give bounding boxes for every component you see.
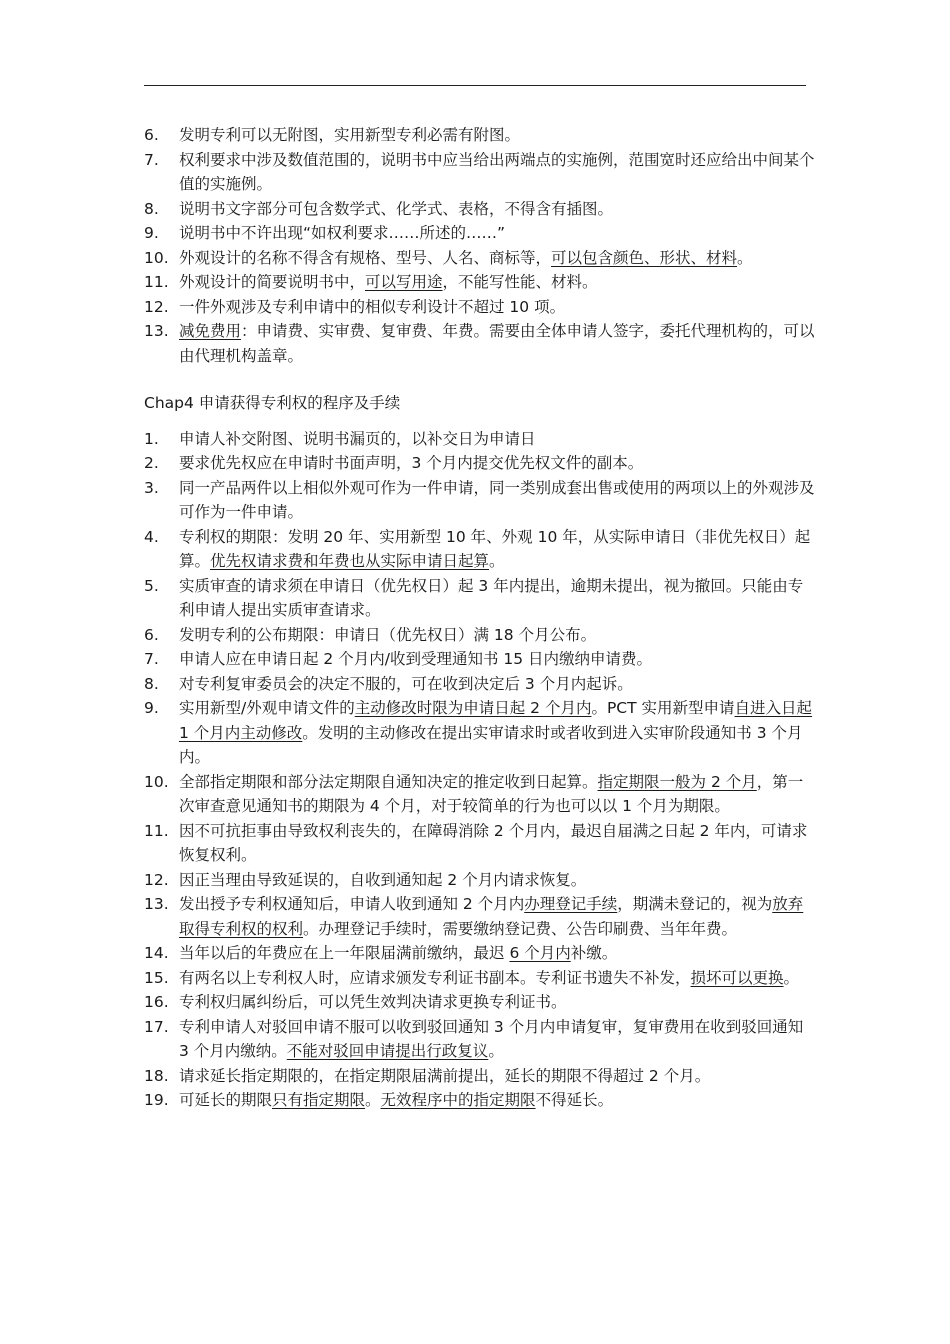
item-number: 7. bbox=[144, 650, 159, 668]
item-number: 11. bbox=[144, 273, 169, 291]
item-text bbox=[179, 151, 815, 194]
item-text bbox=[179, 993, 567, 1011]
list-item bbox=[144, 295, 816, 320]
text-segment: 。 bbox=[489, 552, 505, 570]
item-number: 3. bbox=[144, 478, 159, 497]
text-segment: 专利权的期限：发明 20 年、实用新型 10 年、外观 10 年，从实际申请日（非优先权日）起算。 bbox=[179, 527, 811, 570]
item-text bbox=[179, 1018, 803, 1061]
list-item bbox=[144, 197, 816, 222]
item-number: 13. bbox=[144, 895, 169, 913]
list-item bbox=[144, 647, 816, 672]
item-number: 10. bbox=[144, 248, 169, 267]
text-segment: 专利权归属纠纷后，可以凭生效判决请求更换专利证书。 bbox=[179, 993, 567, 1011]
list-item bbox=[144, 966, 816, 991]
text-segment: 可延长的期限 bbox=[179, 1091, 273, 1109]
text-segment: 当年以后的年费应在上一年限届满前缴纳，最迟 bbox=[179, 944, 510, 962]
item-text bbox=[179, 944, 617, 962]
item-text bbox=[179, 273, 598, 291]
text-segment: 实质审查的请求须在申请日（优先权日）起 3 年内提出，逾期未提出，视为撤回。只能由专利申请人提出实质审查请求。 bbox=[179, 576, 804, 619]
text-segment: 申请人补交附图、说明书漏页的，以补交日为申请日 bbox=[179, 429, 536, 448]
list-item bbox=[144, 941, 816, 966]
item-text bbox=[179, 1091, 613, 1109]
text-segment: 实用新型/外观申请文件的 bbox=[179, 699, 355, 717]
list-item bbox=[144, 123, 816, 148]
list-item bbox=[144, 868, 816, 893]
item-number: 11. bbox=[144, 821, 169, 840]
item-number: 7. bbox=[144, 150, 159, 169]
underlined-text: 优先权请求费和年费也从实际申请日起算 bbox=[210, 552, 490, 570]
item-text bbox=[179, 577, 803, 620]
text-segment: 。 bbox=[365, 1091, 381, 1109]
text-segment: 。 bbox=[783, 968, 800, 987]
item-text bbox=[179, 322, 815, 365]
item-text bbox=[179, 699, 812, 766]
item-number: 15. bbox=[144, 968, 169, 987]
underlined-text: 减免费用 bbox=[179, 322, 242, 340]
item-text bbox=[179, 871, 586, 889]
item-number: 9. bbox=[144, 699, 159, 717]
text-segment: 有两名以上专利权人时，应请求颁发专利证书副本。专利证书遗失不补发， bbox=[179, 968, 691, 987]
text-segment: 因不可抗拒事由导致权利丧失的，在障碍消除 2 个月内，最迟自届满之日起 2 年内，可请求恢复权利。 bbox=[179, 821, 808, 864]
item-number: 5. bbox=[144, 576, 159, 595]
text-segment: 外观设计的名称不得含有规格、型号、人名、商标等， bbox=[179, 248, 552, 267]
text-segment: 发出授予专利权通知后，申请人收到通知 2 个月内 bbox=[179, 895, 525, 913]
item-text bbox=[179, 454, 643, 472]
text-segment: 补缴。 bbox=[570, 944, 618, 962]
item-number: 18. bbox=[144, 1066, 169, 1085]
item-text bbox=[179, 650, 652, 668]
header-rule bbox=[144, 85, 806, 86]
item-number: 19. bbox=[144, 1091, 169, 1109]
list-item bbox=[144, 1088, 816, 1113]
item-number: 6. bbox=[144, 625, 159, 644]
item-text bbox=[179, 626, 596, 644]
list-item bbox=[144, 696, 816, 770]
item-number: 8. bbox=[144, 199, 159, 218]
text-segment: 请求延长指定期限的，在指定期限届满前提出，延长的期限不得超过 2 个月。 bbox=[179, 1066, 711, 1085]
text-segment: 发明专利可以无附图，实用新型专利必需有附图。 bbox=[179, 126, 521, 144]
list-item bbox=[144, 623, 816, 648]
list-item bbox=[144, 246, 816, 271]
text-segment: 说明书文字部分可包含数学式、化学式、表格，不得含有插图。 bbox=[179, 199, 614, 218]
text-segment: 说明书中不许出现“如权利要求……所述的……” bbox=[179, 224, 506, 242]
text-segment: 同一产品两件以上相似外观可作为一件申请，同一类别成套出售或使用的两项以上的外观涉及可作为一件申请。 bbox=[179, 478, 815, 521]
item-text bbox=[179, 430, 536, 448]
underlined-text: 不能对驳回申请提出行政复议 bbox=[286, 1042, 489, 1060]
list-item bbox=[144, 270, 816, 295]
list-item bbox=[144, 990, 816, 1015]
section-heading: Chap4 申请获得专利权的程序及手续 bbox=[144, 394, 401, 412]
text-segment: 全部指定期限和部分法定期限自通知决定的推定收到日起算。 bbox=[179, 772, 598, 791]
list-item bbox=[144, 427, 816, 452]
text-segment: ，不能写性能、材料。 bbox=[442, 273, 598, 291]
item-number: 9. bbox=[144, 224, 159, 242]
underlined-text: 可以写用途 bbox=[365, 273, 443, 291]
text-segment: ，期满未登记的，视为 bbox=[617, 895, 773, 913]
item-text bbox=[179, 675, 633, 693]
underlined-text: 办理登记手续 bbox=[524, 895, 618, 913]
item-number: 14. bbox=[144, 944, 169, 962]
text-segment: 要求优先权应在申请时书面声明，3 个月内提交优先权文件的副本。 bbox=[179, 454, 644, 472]
text-segment: 发明专利的公布期限：申请日（优先权日）满 18 个月公布。 bbox=[179, 625, 597, 644]
item-number: 13. bbox=[144, 322, 169, 340]
item-text bbox=[179, 895, 803, 938]
list-item bbox=[144, 574, 816, 623]
item-text bbox=[179, 249, 753, 267]
item-number: 1. bbox=[144, 429, 159, 448]
underlined-text: 主动修改时限为申请日起 2 个月内 bbox=[354, 699, 592, 717]
item-text bbox=[179, 1067, 710, 1085]
document-body bbox=[144, 123, 816, 1113]
text-segment: 外观设计的简要说明书中， bbox=[179, 273, 366, 291]
item-number: 6. bbox=[144, 126, 159, 144]
underlined-text: 6 个月内 bbox=[509, 944, 571, 962]
text-segment: 。 bbox=[488, 1042, 504, 1060]
item-text bbox=[179, 773, 803, 816]
underlined-text: 无效程序中的指定期限 bbox=[380, 1091, 536, 1109]
list-item bbox=[144, 221, 816, 246]
list-item bbox=[144, 672, 816, 697]
item-number: 17. bbox=[144, 1017, 169, 1036]
list-item bbox=[144, 525, 816, 574]
item-text bbox=[179, 224, 505, 242]
underlined-text: 只有指定期限 bbox=[272, 1091, 366, 1109]
text-segment: 一件外观涉及专利申请中的相似专利设计不超过 10 项。 bbox=[179, 297, 566, 316]
item-text bbox=[179, 298, 565, 316]
item-number: 4. bbox=[144, 527, 159, 546]
list-item bbox=[144, 148, 816, 197]
text-segment: ，第一次审查意见通知书的期限为 4 个月，对于较简单的行为也可以以 1 个月为期限。 bbox=[179, 772, 804, 815]
text-segment: 。PCT 实用新型申请 bbox=[591, 699, 735, 717]
underlined-text: 自进入日起 1 个月内主动修改 bbox=[179, 699, 813, 742]
item-text bbox=[179, 528, 810, 571]
item-number: 10. bbox=[144, 772, 169, 791]
list-item bbox=[144, 1015, 816, 1064]
item-text bbox=[179, 200, 613, 218]
list-item bbox=[144, 1064, 816, 1089]
item-number: 2. bbox=[144, 454, 159, 472]
item-number: 12. bbox=[144, 870, 169, 889]
list-item bbox=[144, 770, 816, 819]
item-text bbox=[179, 126, 520, 144]
item-text bbox=[179, 822, 807, 865]
text-segment: 。发明的主动修改在提出实审请求时或者收到进入实审阶段通知书 3 个月内。 bbox=[179, 723, 803, 766]
text-segment: 因正当理由导致延误的，自收到通知起 2 个月内请求恢复。 bbox=[179, 870, 587, 889]
list-item bbox=[144, 451, 816, 476]
text-segment: 对专利复审委员会的决定不服的，可在收到决定后 3 个月内起诉。 bbox=[179, 674, 633, 693]
procedure-list bbox=[144, 427, 816, 1113]
underlined-text: 放弃取得专利权的权利 bbox=[179, 895, 804, 938]
text-segment: 不得延长。 bbox=[535, 1091, 614, 1109]
list-item bbox=[144, 819, 816, 868]
list-item bbox=[144, 892, 816, 941]
text-segment: ：申请费、实审费、复审费、年费。需要由全体申请人签字，委托代理机构的，可以由代理机构盖章。 bbox=[179, 322, 815, 365]
underlined-text: 损坏可以更换 bbox=[690, 968, 784, 987]
text-segment: 。办理登记手续时，需要缴纳登记费、公告印刷费、当年年费。 bbox=[303, 919, 738, 938]
text-segment: 申请人应在申请日起 2 个月内/收到受理通知书 15 日内缴纳申请费。 bbox=[179, 650, 653, 668]
item-text bbox=[179, 479, 815, 522]
text-segment: 权利要求中涉及数值范围的，说明书中应当给出两端点的实施例，范围宽时还应给出中间某个值的实施例。 bbox=[179, 150, 815, 193]
text-segment: 专利申请人对驳回申请不服可以收到驳回通知 3 个月内申请复审，复审费用在收到驳回通知 3 个月内缴纳。 bbox=[179, 1017, 804, 1060]
item-number: 12. bbox=[144, 297, 169, 316]
text-segment: 。 bbox=[737, 248, 753, 267]
item-number: 16. bbox=[144, 993, 169, 1011]
requirements-list bbox=[144, 123, 816, 368]
item-number: 8. bbox=[144, 674, 159, 693]
underlined-text: 可以包含颜色、形状、材料 bbox=[551, 248, 738, 267]
list-item bbox=[144, 476, 816, 525]
list-item bbox=[144, 319, 816, 368]
underlined-text: 指定期限一般为 2 个月 bbox=[597, 772, 757, 791]
item-text bbox=[179, 969, 799, 987]
